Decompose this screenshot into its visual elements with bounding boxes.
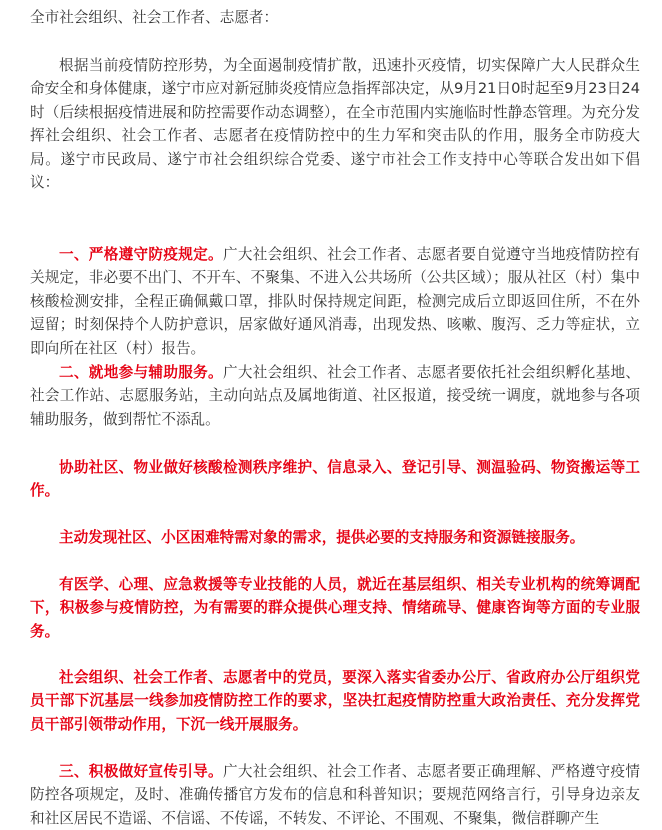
intro-paragraph: 根据当前疫情防控形势，为全面遏制疫情扩散，迅速扑灭疫情，切实保障广大人民群众生命安全和身体健康，遂宁市应对新冠肺炎疫情应急指挥部决定，从9月21日0时起至9月23日24时（后续根据疫情进展和防控需要作动态调整），在全市范围内实施临时性静态管理。为充分发挥社会组织、社会工作者、志愿者在疫情防控中的生力军和突击队的作用，服务全市防疫大局。遂宁市民政局、遂宁市社会组织综合党委、遂宁市社会工作支持中心等联合发出如下倡议： [30, 57, 640, 192]
salutation: 全市社会组织、社会工作者、志愿者： [30, 9, 279, 26]
section-3-heading: 三、积极做好宣传引导。 [59, 763, 223, 780]
red-paragraph-4: 社会组织、社会工作者、志愿者中的党员，要深入落实省委办公厅、省政府办公厅组织党员干部下沉基层一线参加疫情防控工作的要求，坚决扛起疫情防控重大政治责任、充分发挥党员干部引领带动作用，下沉一线开展服务。 [30, 669, 640, 733]
section-1-paragraph [30, 243, 640, 360]
section-1-heading: 一、严格遵守防疫规定。 [59, 246, 223, 263]
red-paragraph-1: 协助社区、物业做好核酸检测秩序维护、信息录入、登记引导、测温验码、物资搬运等工作。 [30, 459, 640, 500]
section-2-paragraph [30, 361, 640, 431]
red-paragraph-2: 主动发现社区、小区困难特需对象的需求，提供必要的支持服务和资源链接服务。 [59, 529, 585, 546]
section-3-body: 广大社会组织、社会工作者、志愿者要正确理解、严格遵守疫情防控各项规定，及时、准确传播官方发布的信息和科普知识；要规范网络言行，引导身边亲友和社区居民不造谣、不信谣、不传谣，不转发、不评论、不围观、不聚集，微信群聊产生 [30, 763, 640, 827]
section-3-paragraph [30, 760, 640, 830]
section-1-body: 广大社会组织、社会工作者、志愿者要自觉遵守当地疫情防控有关规定，非必要不出门、不开车、不聚集、不进入公共场所（公共区域）；服从社区（村）集中核酸检测安排，全程正确佩戴口罩，排队时保持规定间距，检测完成后立即返回住所，不在外逗留；时刻保持个人防护意识，居家做好通风消毒，出现发热、咳嗽、腹泻、乏力等症状，立即向所在社区（村）报告。 [30, 246, 640, 357]
section-2-body: 广大社会组织、社会工作者、志愿者要依托社会组织孵化基地、社会工作站、志愿服务站，主动向站点及属地街道、社区报道，接受统一调度，就地参与各项辅助服务，做到帮忙不添乱。 [30, 364, 640, 428]
red-paragraph-3: 有医学、心理、应急救援等专业技能的人员，就近在基层组织、相关专业机构的统筹调配下，积极参与疫情防控，为有需要的群众提供心理支持、情绪疏导、健康咨询等方面的专业服务。 [30, 576, 640, 640]
section-2-heading: 二、就地参与辅助服务。 [59, 364, 223, 381]
